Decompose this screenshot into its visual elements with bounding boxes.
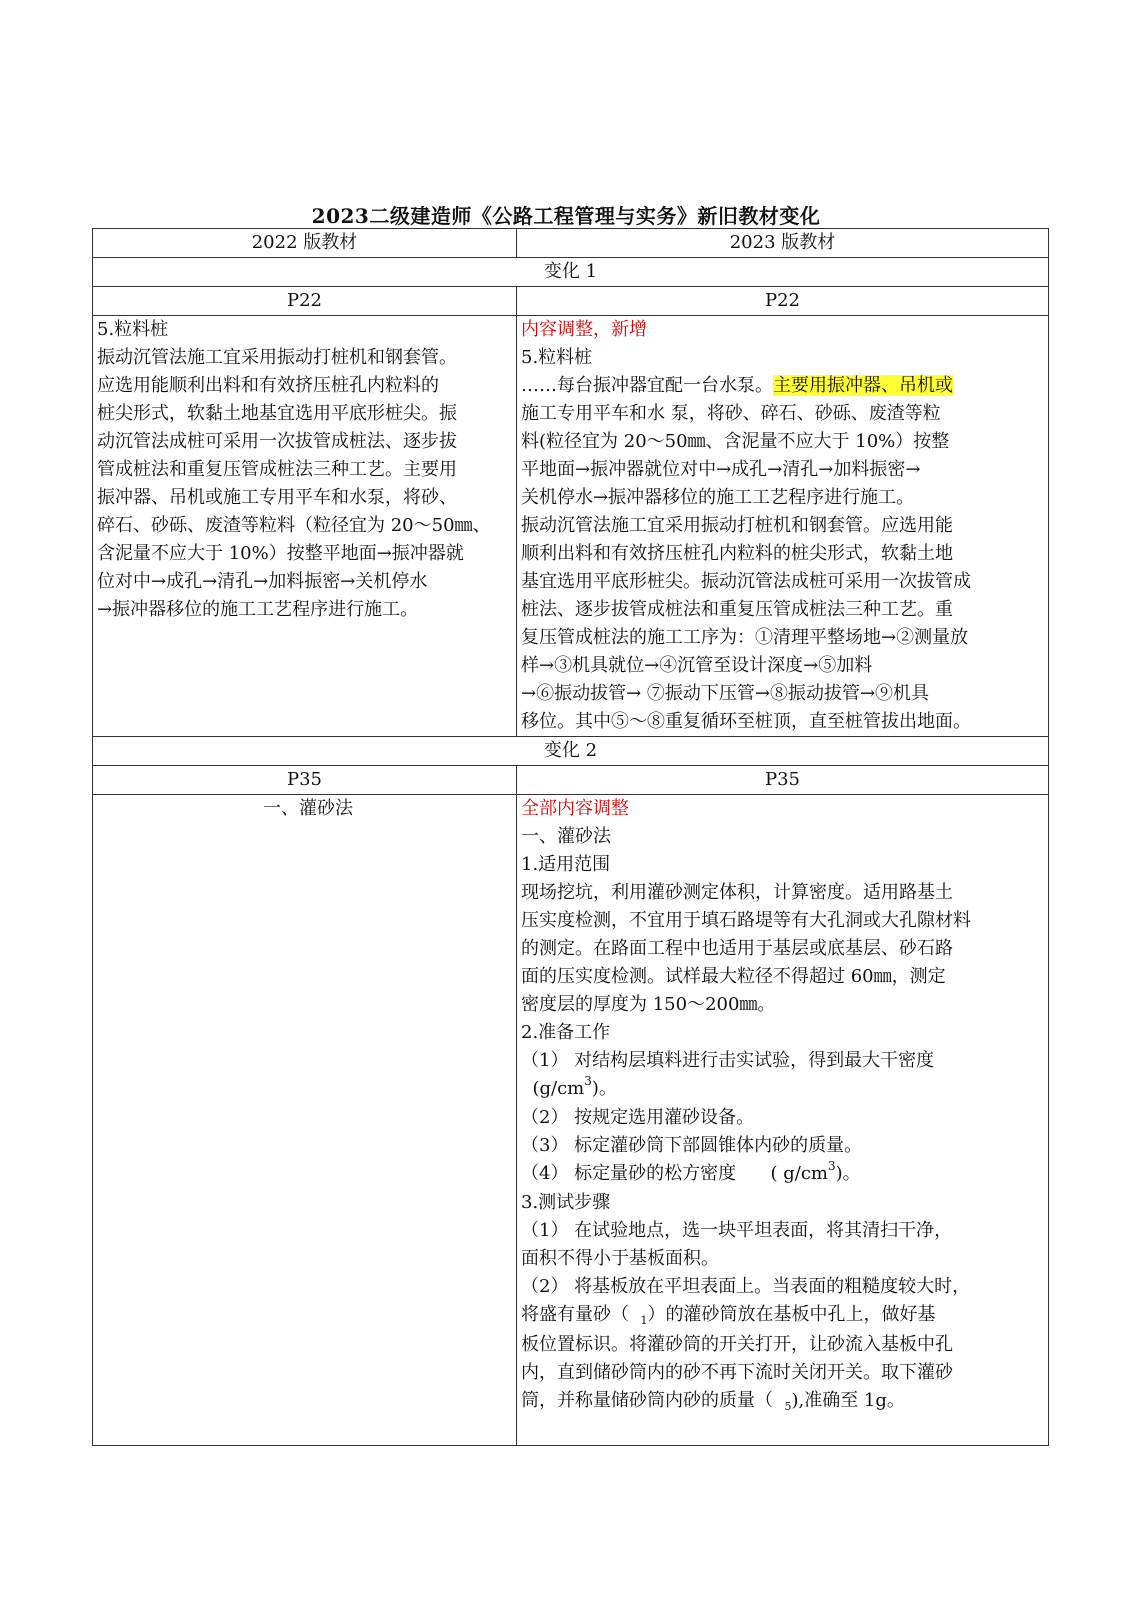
text-line: 密度层的厚度为 150～200㎜。 bbox=[521, 994, 776, 1015]
text-line: （1） 在试验地点，选一块平坦表面，将其清扫干净， bbox=[521, 1220, 953, 1241]
text-line: 位对中→成孔→清孔→加料振密→关机停水 bbox=[97, 571, 428, 592]
text-line: 碎石、砂砾、废渣等粒料（粒径宜为 20～50㎜、 bbox=[97, 515, 491, 536]
text-line: 关机停水→振冲器移位的施工工艺程序进行施工。 bbox=[521, 487, 915, 508]
superscript: 3 bbox=[827, 1159, 836, 1173]
text-line: 平地面→振冲器就位对中→成孔→清孔→加料振密→ bbox=[521, 459, 921, 480]
text-line: （2） 按规定选用灌砂设备。 bbox=[521, 1107, 755, 1128]
subscript: 1 bbox=[640, 1314, 648, 1327]
text-line: 基宜选用平底形桩尖。振动沉管法成桩可采用一次拔管成 bbox=[521, 571, 971, 592]
column-header-2023: 2023 版教材 bbox=[517, 229, 1049, 258]
page-ref-row bbox=[93, 766, 1049, 795]
text-fragment: )。 bbox=[835, 1163, 861, 1184]
change-2-page-new: P35 bbox=[517, 766, 1049, 795]
text-line bbox=[521, 1160, 1044, 1189]
text-line: 含泥量不应大于 10%）按整平地面→振冲器就 bbox=[97, 543, 464, 564]
text-fragment: （4） 标定量砂的松方密度 ( g/cm bbox=[521, 1163, 828, 1184]
subscript: 5 bbox=[784, 1400, 792, 1413]
section-heading: 一、灌砂法 bbox=[263, 798, 353, 819]
subsection-heading: 3.测试步骤 bbox=[521, 1192, 611, 1213]
text-fragment: ）的灌砂筒放在基板中孔上，做好基 bbox=[647, 1304, 936, 1325]
text-line: 振动沉管法施工宜采用振动打桩机和钢套管。 bbox=[97, 347, 457, 368]
document-title: 2023二级建造师《公路工程管理与实务》新旧教材变化 bbox=[311, 204, 821, 228]
change-note: 内容调整，新增 bbox=[521, 319, 647, 340]
text-fragment: ),准确至 1g。 bbox=[791, 1390, 905, 1411]
change-1-page-old: P22 bbox=[93, 287, 517, 316]
text-line: 板位置标识。将灌砂筒的开关打开，让砂流入基板中孔 bbox=[521, 1334, 953, 1355]
text-line: 应选用能顺利出料和有效挤压桩孔内粒料的 bbox=[97, 375, 439, 396]
change-2-label: 变化 2 bbox=[93, 737, 1049, 766]
text-line: 复压管成桩法的施工工序为：①清理平整场地→②测量放 bbox=[521, 627, 969, 648]
change-label-row bbox=[93, 737, 1049, 766]
section-heading: 一、灌砂法 bbox=[521, 826, 611, 847]
text-line: 压实度检测，不宜用于填石路堤等有大孔洞或大孔隙材料 bbox=[521, 910, 971, 931]
text-line: 面的压实度检测。试样最大粒径不得超过 60㎜，测定 bbox=[521, 966, 946, 987]
change-2-old-content bbox=[93, 795, 517, 1446]
text-line: 5.粒料桩 bbox=[97, 319, 169, 340]
content-row bbox=[93, 316, 1049, 737]
text-fragment: 将盛有量砂（ bbox=[521, 1304, 641, 1325]
text-line: 振动沉管法施工宜采用振动打桩机和钢套管。应选用能 bbox=[521, 515, 953, 536]
column-header-2022: 2022 版教材 bbox=[93, 229, 517, 258]
text-line: 顺利出料和有效挤压桩孔内粒料的桩尖形式，软黏土地 bbox=[521, 543, 953, 564]
text-fragment: )。 bbox=[591, 1078, 617, 1099]
text-line: （1） 对结构层填料进行击实试验，得到最大干密度 bbox=[521, 1050, 935, 1071]
text-line: 动沉管法成桩可采用一次拔管成桩法、逐步拔 bbox=[97, 431, 457, 452]
blank-line bbox=[521, 1417, 1044, 1445]
text-line: 管成桩法和重复压管成桩法三种工艺。主要用 bbox=[97, 459, 457, 480]
text-line: （2） 将基板放在平坦表面上。当表面的粗糙度较大时， bbox=[521, 1276, 971, 1297]
text-line: 现场挖坑，利用灌砂测定体积，计算密度。适用路基土 bbox=[521, 882, 953, 903]
text-line bbox=[521, 1387, 1044, 1417]
content-row bbox=[93, 795, 1049, 1446]
text-line: 的测定。在路面工程中也适用于基层或底基层、砂石路 bbox=[521, 938, 953, 959]
text-line: （3） 标定灌砂筒下部圆锥体内砂的质量。 bbox=[521, 1135, 863, 1156]
page-ref-row bbox=[93, 287, 1049, 316]
text-line: →⑥振动拔管→ ⑦振动下压管→⑧振动拔管→⑨机具 bbox=[521, 683, 930, 704]
text-line: 施工专用平车和水 泵，将砂、碎石、砂砾、废渣等粒 bbox=[521, 403, 941, 424]
text-line bbox=[521, 372, 1044, 400]
comparison-table bbox=[92, 228, 1049, 1446]
subsection-heading: 2.准备工作 bbox=[521, 1022, 611, 1043]
section-heading: 5.粒料桩 bbox=[521, 347, 593, 368]
text-line: 移位。其中⑤～⑧重复循环至桩顶，直至桩管拔出地面。 bbox=[521, 711, 971, 732]
text-fragment: (g/cm bbox=[521, 1078, 585, 1099]
text-fragment: ……每台振冲器宜配一台水泵。 bbox=[521, 375, 773, 396]
text-line: 内，直到储砂筒内的砂不再下流时关闭开关。取下灌砂 bbox=[521, 1362, 953, 1383]
highlighted-text: 主要用振冲器、吊机或 bbox=[773, 375, 953, 396]
change-1-old-content bbox=[93, 316, 517, 737]
change-2-page-old: P35 bbox=[93, 766, 517, 795]
change-note: 全部内容调整 bbox=[521, 798, 629, 819]
table-header-row bbox=[93, 229, 1049, 258]
subsection-heading: 1.适用范围 bbox=[521, 854, 611, 875]
text-line: 样→③机具就位→④沉管至设计深度→⑤加料 bbox=[521, 655, 873, 676]
change-1-page-new: P22 bbox=[517, 287, 1049, 316]
text-line: 料(粒径宜为 20～50㎜、含泥量不应大于 10%）按整 bbox=[521, 431, 950, 452]
text-line bbox=[521, 1075, 1044, 1104]
text-line: 桩法、逐步拔管成桩法和重复压管成桩法三种工艺。重 bbox=[521, 599, 953, 620]
text-fragment: 筒，并称量储砂筒内砂的质量（ bbox=[521, 1390, 785, 1411]
change-label-row bbox=[93, 258, 1049, 287]
text-line: 面积不得小于基板面积。 bbox=[521, 1248, 719, 1269]
change-2-new-content bbox=[517, 795, 1049, 1446]
change-1-new-content bbox=[517, 316, 1049, 737]
superscript: 3 bbox=[584, 1074, 592, 1088]
text-line: 振冲器、吊机或施工专用平车和水泵，将砂、 bbox=[97, 487, 457, 508]
text-line: 桩尖形式，软黏土地基宜选用平底形桩尖。振 bbox=[97, 403, 457, 424]
text-line: →振冲器移位的施工工艺程序进行施工。 bbox=[97, 599, 419, 620]
text-line bbox=[521, 1301, 1044, 1331]
change-1-label: 变化 1 bbox=[93, 258, 1049, 287]
